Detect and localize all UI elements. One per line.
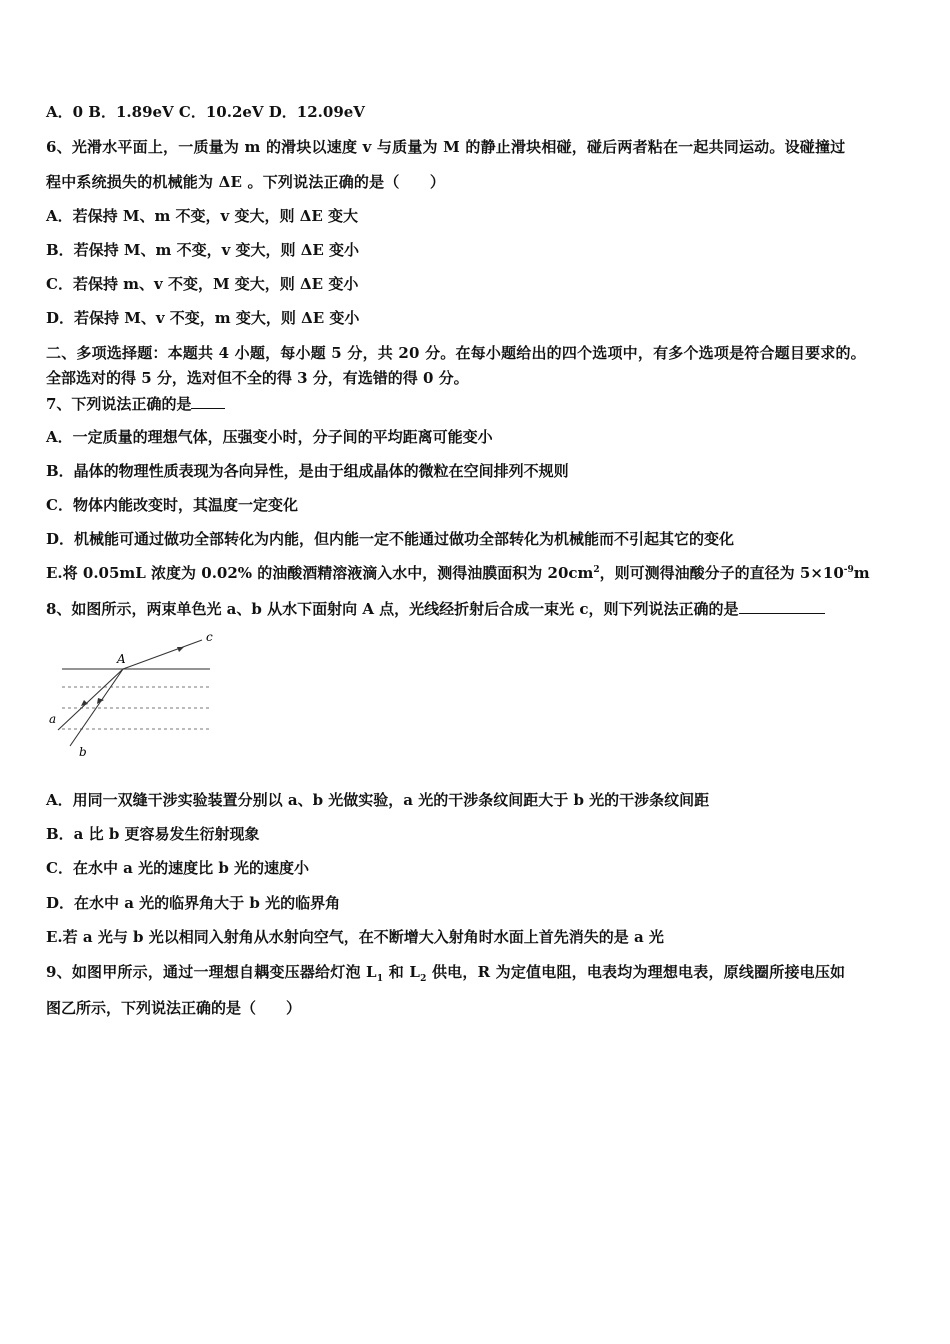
arrow-c — [177, 647, 184, 652]
q7-stem-text: 7、下列说法正确的是 — [46, 395, 192, 413]
q7-option-d: D．机械能可通过做功全部转化为内能，但内能一定不能通过做功全部转化为机械能而不引起其它的变化 — [46, 530, 735, 548]
q9-stem-line2: 图乙所示，下列说法正确的是（ ） — [46, 999, 302, 1017]
ray-b — [70, 669, 123, 746]
q7-e-part3: m — [853, 564, 870, 582]
label-A: A — [117, 652, 126, 666]
q9-sub-1: 1 — [376, 974, 384, 984]
q7-option-b: B．晶体的物理性质表现为各向异性，是由于组成晶体的微粒在空间排列不规则 — [46, 462, 569, 480]
q9-stem-part1: 9、如图甲所示，通过一理想自耦变压器给灯泡 L — [46, 963, 377, 981]
q8-option-c: C．在水中 a 光的速度比 b 光的速度小 — [46, 859, 310, 877]
q6-stem-line1: 6、光滑水平面上，一质量为 m 的滑块以速度 v 与质量为 M 的静止滑块相碰，碰后两者粘在一起共同运动。设碰撞过 — [46, 138, 846, 156]
ray-c — [123, 640, 202, 669]
q8-option-a: A．用同一双缝干涉实验装置分别以 a、b 光做实验，a 光的干涉条纹间距大于 b 光的干涉条纹间距 — [46, 791, 710, 809]
q6-stem-line2: 程中系统损失的机械能为 ΔE 。下列说法正确的是（ ） — [46, 173, 446, 191]
q7-option-e — [46, 563, 870, 583]
section2-heading-line1: 二、多项选择题：本题共 4 小题，每小题 5 分，共 20 分。在每小题给出的四个选项中，有多个选项是符合题目要求的。 — [46, 344, 866, 362]
q9-stem-line1 — [46, 962, 845, 982]
q8-option-d: D．在水中 a 光的临界角大于 b 光的临界角 — [46, 894, 341, 912]
q6-option-d: D．若保持 M、v 不变，m 变大，则 ΔE 变小 — [46, 309, 360, 327]
q7-option-a: A．一定质量的理想气体，压强变小时，分子间的平均距离可能变小 — [46, 428, 493, 446]
q9-stem-part2: 和 L — [383, 963, 421, 981]
label-a: a — [49, 712, 57, 726]
q6-option-b: B．若保持 M、m 不变，v 变大，则 ΔE 变小 — [46, 241, 360, 259]
q9-stem-part3: 供电，R 为定值电阻，电表均为理想电表，原线圈所接电压如 — [426, 963, 846, 981]
q6-option-c: C．若保持 m、v 不变，M 变大，则 ΔE 变小 — [46, 275, 359, 293]
ray-a — [58, 669, 123, 730]
refraction-figure — [46, 628, 226, 766]
q8-stem-text: 8、如图所示，两束单色光 a、b 从水下面射向 A 点，光线经折射后合成一束光 c，则下列说法正确的是 — [46, 600, 739, 618]
q8-option-e: E.若 a 光与 b 光以相同入射角从水射向空气，在不断增大入射角时水面上首先消失的是 a 光 — [46, 928, 664, 946]
q7-e-part2: ，则可测得油酸分子的直径为 5×10 — [599, 564, 844, 582]
label-c: c — [206, 630, 213, 644]
q8-option-b: B．a 比 b 更容易发生衍射现象 — [46, 825, 260, 843]
label-b: b — [79, 745, 87, 759]
q5-options: A．0 B．1.89eV C．10.2eV D．12.09eV — [46, 103, 365, 121]
q8-stem — [46, 598, 825, 619]
q7-e-sup-2: 2 — [593, 565, 600, 575]
answer-blank — [191, 393, 225, 409]
q7-option-c: C．物体内能改变时，其温度一定变化 — [46, 496, 298, 514]
section2-heading-line2: 全部选对的得 5 分，选对但不全的得 3 分，有选错的得 0 分。 — [46, 369, 469, 387]
q7-e-sup-exp: -9 — [843, 565, 854, 575]
q6-option-a: A．若保持 M、m 不变，v 变大，则 ΔE 变大 — [46, 207, 359, 225]
q7-e-part1: E.将 0.05mL 浓度为 0.02% 的油酸酒精溶液滴入水中，测得油膜面积为 20cm — [46, 564, 594, 582]
q9-sub-2: 2 — [420, 974, 427, 984]
answer-blank — [739, 598, 825, 614]
q7-stem — [46, 393, 225, 414]
